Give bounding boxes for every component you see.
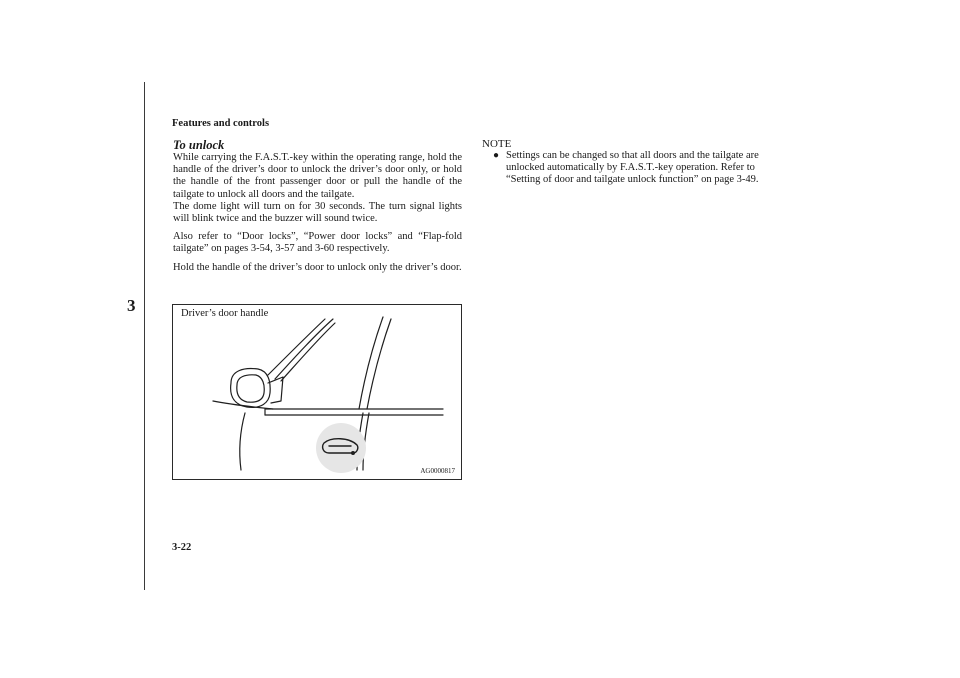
paragraph: The dome light will turn on for 30 seconds. The turn signal lights will blink twice and the buzzer will sound twice. xyxy=(173,200,462,225)
figure-code: AG0000817 xyxy=(420,467,455,475)
figure-caption: Driver’s door handle xyxy=(181,308,269,319)
note-text: Settings can be changed so that all doors and the tailgate are unlocked automatically by F.A.S.T.-key operation. Refer to “Setting of door and tailgate unlock function” on page 3-49. xyxy=(506,150,759,186)
section-title: Features and controls xyxy=(172,118,270,129)
chapter-number: 3 xyxy=(127,296,136,315)
paragraph: While carrying the F.A.S.T.-key within the operating range, hold the handle of the driver’s door to unlock the driver’s door only, or hold the handle of the front passenger door or pull the handle of the tailgate to unlock all doors and the tailgate. xyxy=(173,152,462,200)
section-heading: To unlock xyxy=(173,138,225,152)
note-title: NOTE xyxy=(482,138,512,150)
door-handle-figure xyxy=(172,304,462,480)
page-number: 3-22 xyxy=(172,542,192,553)
main-column xyxy=(173,138,462,274)
note-column xyxy=(482,138,772,187)
door-illustration xyxy=(173,305,463,481)
chapter-divider xyxy=(144,82,145,590)
note-item xyxy=(482,150,772,187)
filled-circle-bullet-icon: ● xyxy=(493,150,500,161)
paragraph: Also refer to “Door locks”, “Power door locks” and “Flap-fold tailgate” on pages 3-54, 3-57 and 3-60 respectively. xyxy=(173,231,462,255)
paragraph: Hold the handle of the driver’s door to unlock only the driver’s door. xyxy=(173,261,462,273)
